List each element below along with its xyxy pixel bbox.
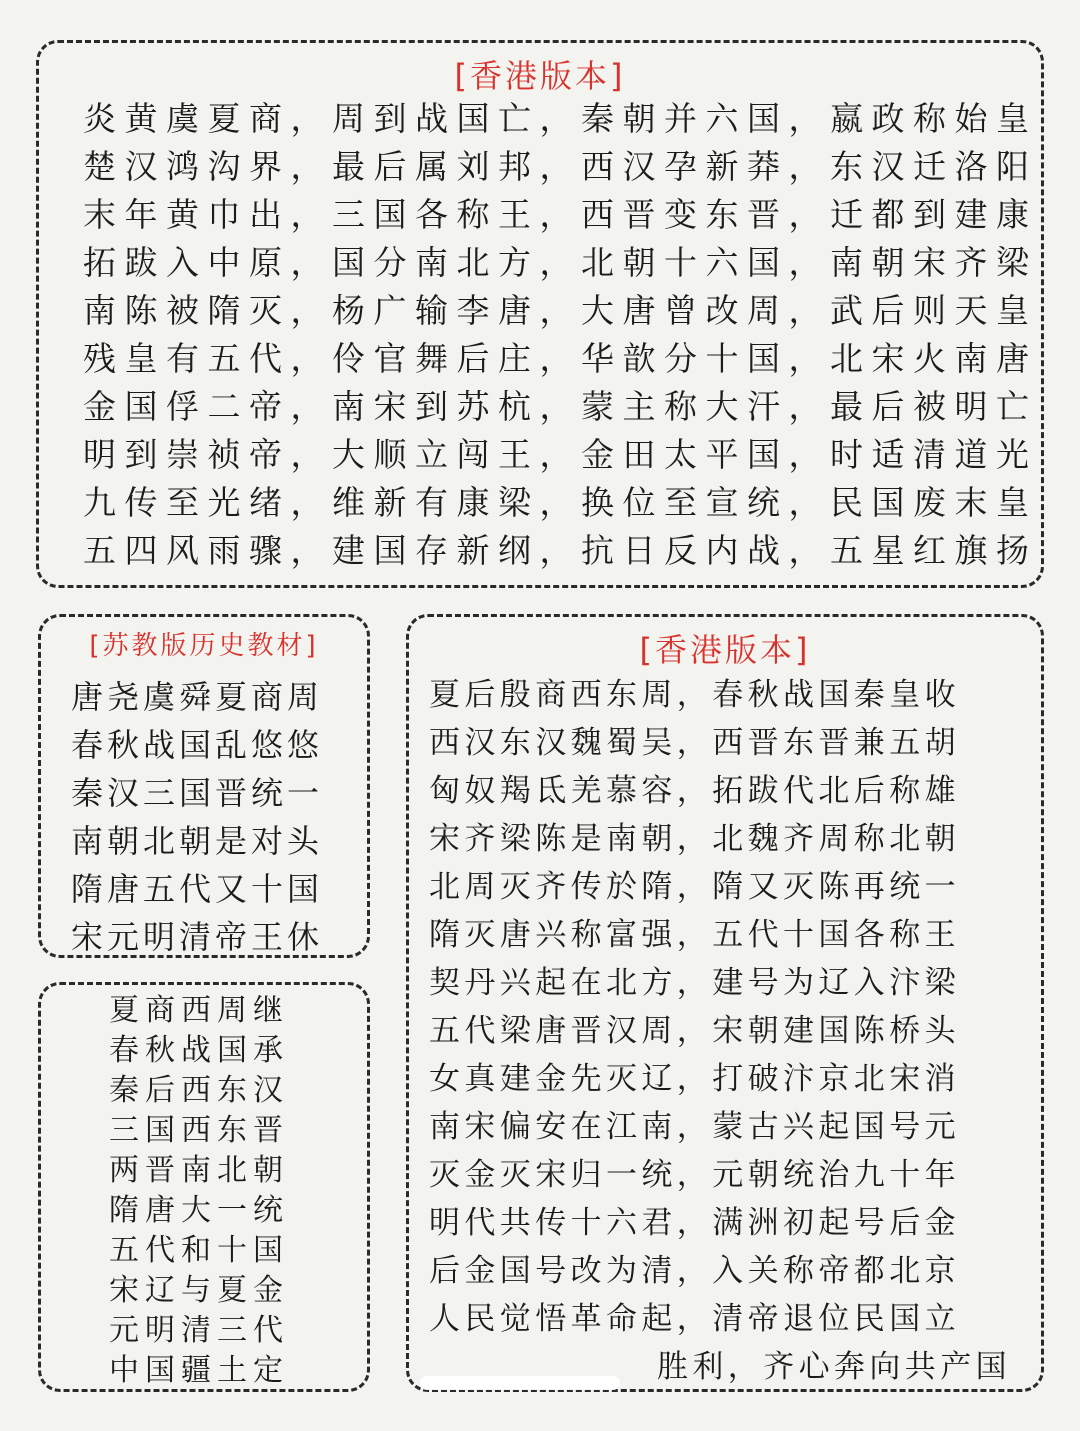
panel-title: [香港版本] [639, 631, 811, 669]
verse-line: 匈奴羯氐羌慕容，拓跋代北后称雄 [429, 773, 960, 809]
verse-line: 炎黄虞夏商，周到战国亡，秦朝并六国，嬴政称始皇 [83, 99, 1038, 138]
verse-line: 西汉东汉魏蜀吴，西晋东晋兼五胡 [429, 725, 960, 761]
short-verse-panel [38, 982, 370, 1392]
verse-lines [83, 95, 1041, 575]
verse-line: 春秋战国乱悠悠 [71, 726, 324, 764]
verse-line: 胜利，齐心奔向共产国 [657, 1349, 1011, 1385]
verse-line: 秦汉三国晋统一 [71, 774, 324, 812]
verse-line: 隋唐大一统 [109, 1193, 289, 1228]
verse-line: 五代梁唐晋汉周，宋朝建国陈桥头 [429, 1013, 960, 1049]
verse-line: 灭金灭宋归一统，元朝统治九十年 [429, 1157, 960, 1193]
verse-line: 北周灭齐传於隋，隋又灭陈再统一 [429, 869, 960, 905]
verse-line: 人民觉悟革命起，清帝退位民国立 [429, 1301, 960, 1337]
verse-line: 隋灭唐兴称富强，五代十国各称王 [429, 917, 960, 953]
verse-line: 契丹兴起在北方，建号为辽入汴梁 [429, 965, 960, 1001]
verse-line: 中国疆土定 [109, 1353, 289, 1388]
verse-line: 残皇有五代，伶官舞后庄，华歆分十国，北宋火南唐 [83, 339, 1038, 378]
verse-line: 五四风雨骤，建国存新纲，抗日反内战，五星红旗扬 [83, 531, 1038, 570]
verse-line: 唐尧虞舜夏商周 [71, 678, 324, 716]
verse-line: 楚汉鸿沟界，最后属刘邦，西汉孕新莽，东汉迁洛阳 [83, 147, 1038, 186]
verse-lines [429, 671, 1041, 1391]
panel-title: [苏教版历史教材] [89, 631, 319, 661]
verse-line: 南陈被隋灭，杨广输李唐，大唐曾改周，武后则天皇 [83, 291, 1038, 330]
obscured-text-bar [420, 1376, 620, 1390]
panel-title: [香港版本] [454, 57, 626, 95]
verse-line: 后金国号改为清，入关称帝都北京 [429, 1253, 960, 1289]
sujiao-textbook-verse-panel [38, 614, 370, 958]
verse-line: 明到崇祯帝，大顺立闯王，金田太平国，时适清道光 [83, 435, 1038, 474]
verse-line: 三国西东晋 [109, 1113, 289, 1148]
verse-lines [109, 991, 367, 1391]
verse-line: 隋唐五代又十国 [71, 870, 324, 908]
verse-lines [71, 673, 367, 961]
verse-line: 春秋战国承 [109, 1033, 289, 1068]
verse-line: 五代和十国 [109, 1233, 289, 1268]
verse-line: 夏后殷商西东周，春秋战国秦皇收 [429, 677, 960, 713]
verse-line: 九传至光绪，维新有康梁，换位至宣统，民国废末皇 [83, 483, 1038, 522]
verse-line: 末年黄巾出，三国各称王，西晋变东晋，迁都到建康 [83, 195, 1038, 234]
verse-line: 女真建金先灭辽，打破汴京北宋消 [429, 1061, 960, 1097]
verse-line: 夏商西周继 [109, 993, 289, 1028]
verse-line: 明代共传十六君，满洲初起号后金 [429, 1205, 960, 1241]
verse-line: 拓跋入中原，国分南北方，北朝十六国，南朝宋齐梁 [83, 243, 1038, 282]
verse-line: 宋辽与夏金 [109, 1273, 289, 1308]
hongkong-version-verse-panel [36, 40, 1044, 588]
hongkong-version-long-verse-panel [406, 614, 1044, 1392]
verse-line: 两晋南北朝 [109, 1153, 289, 1188]
verse-line: 金国俘二帝，南宋到苏杭，蒙主称大汗，最后被明亡 [83, 387, 1038, 426]
verse-line: 南宋偏安在江南，蒙古兴起国号元 [429, 1109, 960, 1145]
verse-line: 宋元明清帝王休 [71, 918, 324, 956]
verse-line: 秦后西东汉 [109, 1073, 289, 1108]
verse-line: 元明清三代 [109, 1313, 289, 1348]
verse-line: 南朝北朝是对头 [71, 822, 324, 860]
verse-line: 宋齐梁陈是南朝，北魏齐周称北朝 [429, 821, 960, 857]
